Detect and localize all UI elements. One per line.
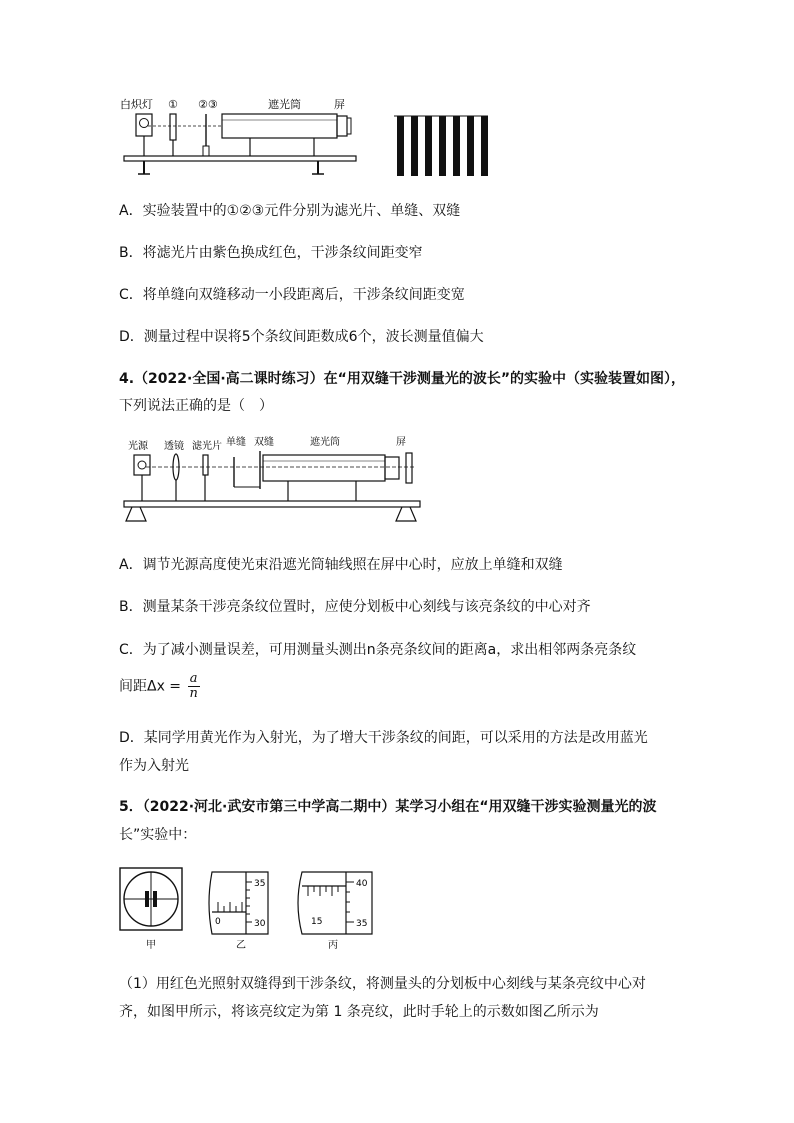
label-bing: 丙 <box>328 940 338 951</box>
label-tube: 遮光筒 <box>268 98 301 111</box>
label-lens: 透镜 <box>164 441 184 452</box>
q4-option-d-line2: 作为入射光 <box>119 758 189 774</box>
label-single-slit: 单缝 <box>226 437 246 448</box>
q4-option-b: B．测量某条干涉亮条纹位置时，应使分划板中心刻线与该亮条纹的中心对齐 <box>119 599 591 615</box>
label-screen: 屏 <box>396 437 406 448</box>
label-yi: 乙 <box>236 940 246 951</box>
q5-stem-line1: 5．（2022·河北·武安市第三中学高二期中）某学习小组在“用双缝干涉实验测量光的波 <box>119 799 657 815</box>
label-lamp: 白炽灯 <box>120 98 153 111</box>
bing-tick-15: 15 <box>311 917 323 927</box>
label-source: 光源 <box>128 441 148 452</box>
label-filter: 滤光片 <box>192 441 222 452</box>
label-jia: 甲 <box>146 940 156 951</box>
yi-tick-35: 35 <box>254 879 266 889</box>
label-double-slit: 双缝 <box>254 437 274 448</box>
q4-stem-line2: 下列说法正确的是（ ） <box>119 398 273 414</box>
apparatus-figure-2 <box>118 435 428 531</box>
q3-option-d: D．测量过程中误将5个条纹间距数成6个，波长测量值偏大 <box>119 329 484 345</box>
q3-option-a: A．实验装置中的①②③元件分别为滤光片、单缝、双缝 <box>119 203 461 219</box>
yi-tick-30: 30 <box>254 919 266 929</box>
q5-stem-line2: 长”实验中： <box>119 827 197 843</box>
q5-part1-line1: （1）用红色光照射双缝得到干涉条纹，将测量头的分划板中心刻线与某条亮纹中心对 <box>119 976 646 992</box>
q4-option-a: A．调节光源高度使光束沿遮光筒轴线照在屏中心时，应放上单缝和双缝 <box>119 557 563 573</box>
label-c23: ②③ <box>198 98 218 111</box>
q5-part1-line2: 齐，如图甲所示，将该亮纹定为第 1 条亮纹，此时手轮上的示数如图乙所示为 <box>119 1004 599 1020</box>
label-screen: 屏 <box>334 98 345 111</box>
yi-tick-0: 0 <box>215 917 221 927</box>
q4-option-c-line1: C．为了减小测量误差，可用测量头测出n条亮条纹间的距离a，求出相邻两条亮条纹 <box>119 642 637 658</box>
bing-tick-40: 40 <box>356 879 368 889</box>
bing-tick-35: 35 <box>356 919 368 929</box>
q3-option-c: C．将单缝向双缝移动一小段距离后，干涉条纹间距变宽 <box>119 287 465 303</box>
label-tube: 遮光筒 <box>310 437 340 448</box>
interference-fringes <box>394 116 488 176</box>
apparatus-figure-1 <box>118 92 498 182</box>
q3-option-b: B．将滤光片由紫色换成红色，干涉条纹间距变窄 <box>119 245 423 261</box>
measurement-figures <box>118 862 388 954</box>
fraction-a-over-n: $\frac{a}{n}$ <box>189 671 198 701</box>
q4-stem-line1: 4.（2022·全国·高二课时练习）在“用双缝干涉测量光的波长”的实验中（实验装置如图）， <box>119 371 686 387</box>
label-c1: ① <box>168 98 178 111</box>
delta-x-prefix: 间距Δx = <box>119 678 182 695</box>
q4-option-c-line2 <box>119 672 200 701</box>
q4-option-d-line1: D．某同学用黄光作为入射光，为了增大干涉条纹的间距，可以采用的方法是改用蓝光 <box>119 730 648 746</box>
